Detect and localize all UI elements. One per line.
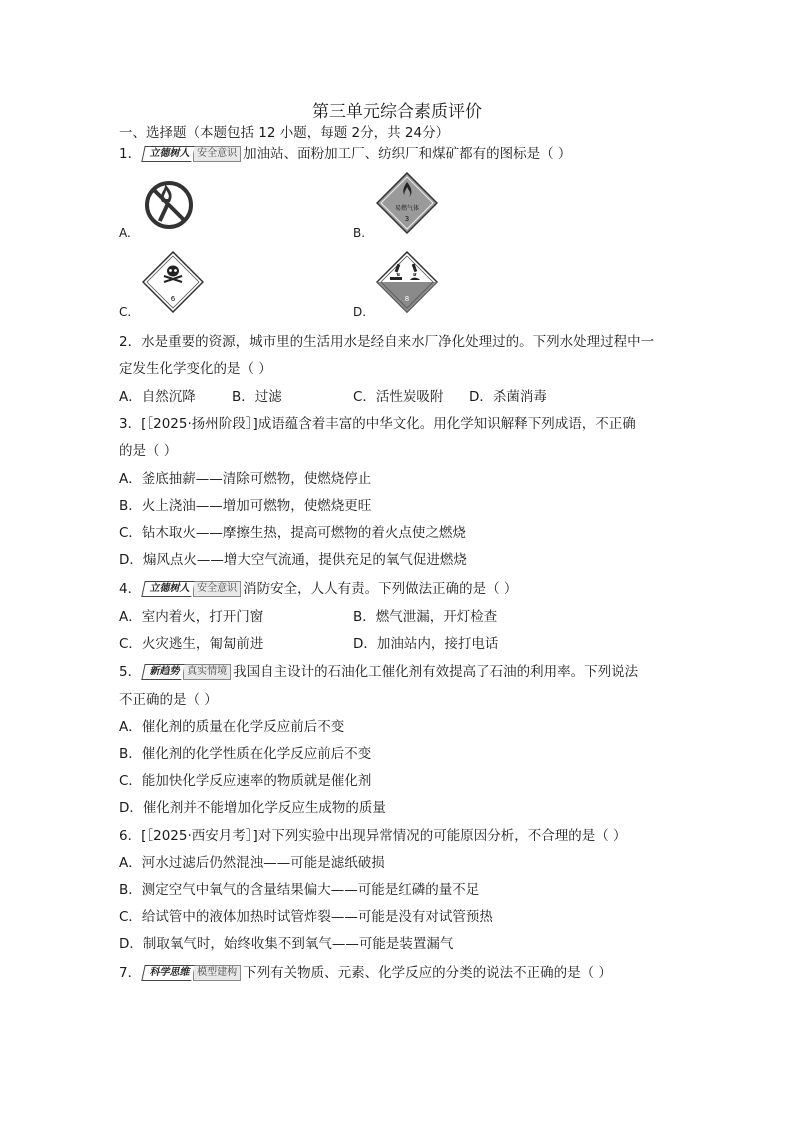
tag-sub: 安全意识 [193, 146, 241, 162]
question-tag [143, 581, 241, 595]
option-c: C．能加快化学反应速率的物质就是催化剂 [119, 773, 372, 789]
toxic-skull-sign-icon [142, 251, 204, 313]
question-6-line-1: 6．[［2025·西安月考］]对下列实验中出现异常情况的可能原因分析，不合理的是（ ） [119, 828, 627, 844]
option-b: B．催化剂的化学性质在化学反应前后不变 [119, 746, 372, 762]
option-c: C．火灾逃生，匍匐前进 [119, 636, 264, 652]
question-text: 消防安全，人人有责。下列做法正确的是（ ） [243, 581, 518, 597]
question-3-line-1: 3．[［2025·扬州阶段］]成语蕴含着丰富的中华文化。用化学知识解释下列成语，不正确 [119, 416, 636, 432]
question-number: 1． [119, 146, 142, 162]
question-text: 我国自主设计的石油化工催化剂有效提高了石油的利用率。下列说法 [233, 664, 639, 680]
question-3-line-2: 的是（ ） [119, 443, 178, 459]
tag-sub: 模型建构 [193, 965, 241, 981]
sign-c-number: 6 [170, 295, 176, 303]
question-tag [143, 664, 231, 678]
question-4 [119, 577, 517, 597]
option-d: D．制取氧气时，始终收集不到氧气——可能是装置漏气 [119, 936, 454, 952]
option-c: C．给试管中的液体加热时试管炸裂——可能是没有对试管预热 [119, 909, 493, 925]
tag-sub: 真实情境 [183, 664, 231, 680]
option-c-label: C. [119, 305, 132, 319]
option-d: D．杀菌消毒 [469, 389, 547, 405]
option-a: A．河水过滤后仍然混浊——可能是滤纸破损 [119, 855, 385, 871]
option-b: B．燃气泄漏，开灯检查 [353, 609, 498, 625]
option-b: B．测定空气中氧气的含量结果偏大——可能是红磷的量不足 [119, 882, 480, 898]
option-c: C．钻木取火——摩擦生热，提高可燃物的着火点使之燃烧 [119, 525, 466, 541]
question-7 [119, 961, 612, 981]
question-number: 5． [119, 664, 142, 680]
option-d: D．煽风点火——增大空气流通，提供充足的氧气促进燃烧 [119, 552, 467, 568]
tag-main: 科学思维 [141, 965, 194, 981]
sign-b-label: 易燃气体 [394, 205, 420, 212]
question-2-line-1: 2．水是重要的资源，城市里的生活用水是经自来水厂净化处理过的。下列水处理过程中一 [119, 334, 655, 350]
question-tag [143, 146, 241, 160]
option-a: A．釜底抽薪——清除可燃物，使燃烧停止 [119, 471, 372, 487]
question-text: 加油站、面粉加工厂、纺织厂和煤矿都有的图标是（ ） [243, 146, 572, 162]
question-5 [119, 660, 638, 680]
option-d: D．加油站内，接打电话 [353, 636, 499, 652]
tag-main: 立德树人 [141, 581, 194, 597]
option-a: A．自然沉降 [119, 389, 196, 405]
option-d: D．催化剂并不能增加化学反应生成物的质量 [119, 800, 386, 816]
question-tag [143, 965, 241, 979]
corrosive-sign-icon [376, 251, 438, 313]
question-2-line-2: 定发生化学变化的是（ ） [119, 361, 272, 377]
option-c: C．活性炭吸附 [353, 389, 444, 405]
question-number: 4． [119, 581, 142, 597]
option-d-label: D. [353, 305, 367, 319]
question-number: 7． [119, 965, 142, 981]
option-b: B．火上浇油——增加可燃物，使燃烧更旺 [119, 498, 372, 514]
question-5-line-2: 不正确的是（ ） [119, 692, 218, 708]
tag-main: 立德树人 [141, 146, 194, 162]
no-fire-sign-icon [140, 180, 198, 230]
tag-sub: 安全意识 [193, 581, 241, 597]
option-b: B．过滤 [232, 389, 282, 405]
option-a-label: A. [119, 226, 131, 240]
flammable-gas-sign-icon [376, 172, 438, 234]
option-a: A．室内着火，打开门窗 [119, 609, 264, 625]
sign-d-number: 8 [404, 295, 410, 303]
section-heading: 一、选择题（本题包括 12 小题，每题 2分，共 24分） [119, 125, 450, 141]
question-text: 下列有关物质、元素、化学反应的分类的说法不正确的是（ ） [243, 965, 612, 981]
tag-main: 新趋势 [141, 664, 184, 680]
option-a: A．催化剂的质量在化学反应前后不变 [119, 719, 345, 735]
page-title: 第三单元综合素质评价 [312, 102, 482, 122]
option-b-label: B. [353, 226, 366, 240]
sign-b-number: 3 [404, 215, 410, 223]
question-1 [119, 142, 571, 162]
